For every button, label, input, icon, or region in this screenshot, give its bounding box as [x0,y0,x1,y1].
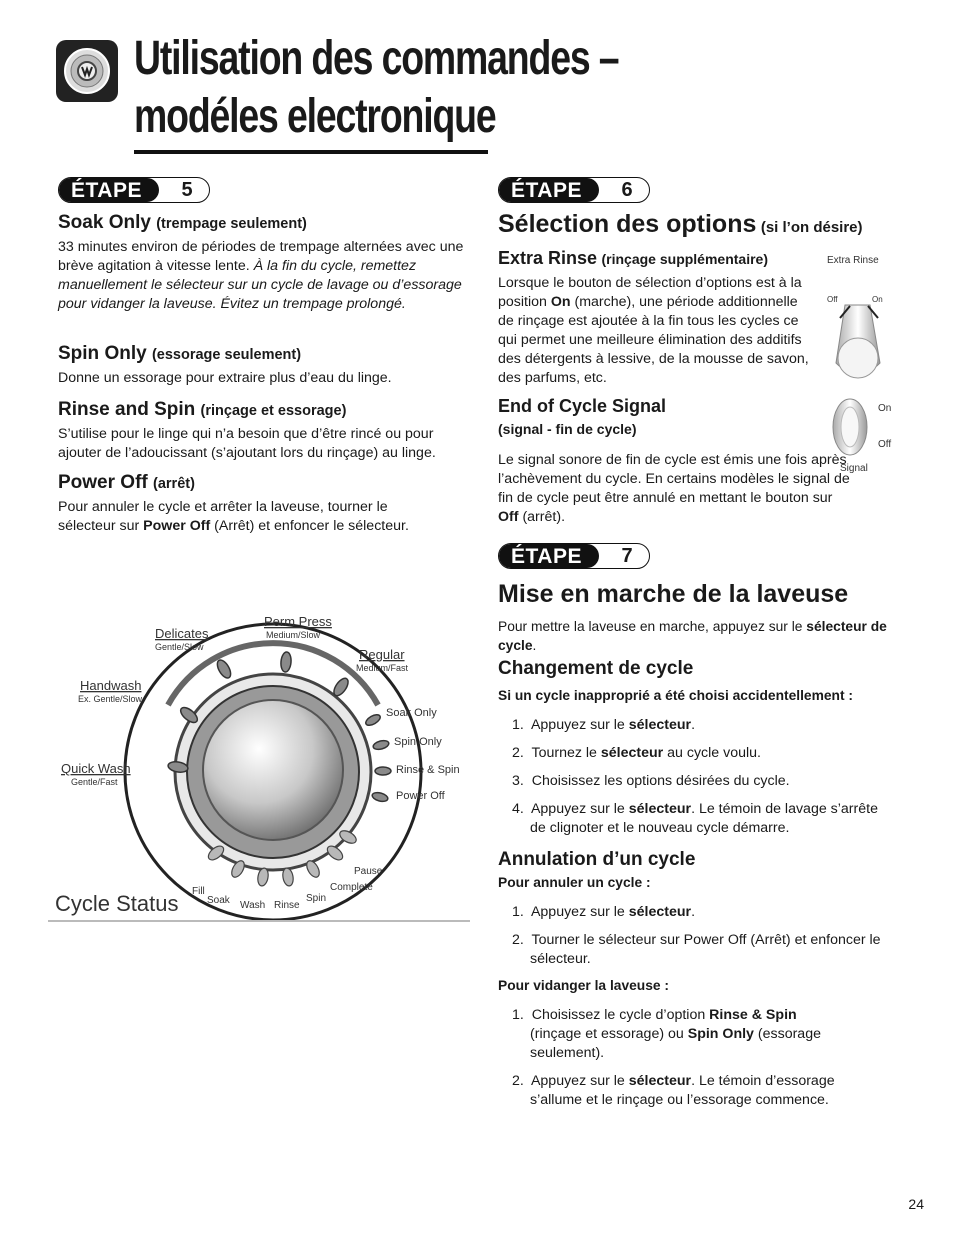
brand-logo [56,40,118,102]
options-title: Sélection des options (si l’on désire) [498,210,863,238]
list-item: 3. Choisissez les options désirées du cycle. [512,773,790,789]
dial-label-rinsespin: Rinse & Spin [396,764,460,776]
list-item: 1. Choisissez le cycle d’option Rinse & Spin (rinçage et essorage) ou Spin Only (essorage seulement). [512,1007,821,1061]
cancel-cycle-lead: Pour annuler un cycle : [498,875,651,890]
list-item: 4. Appuyez sur le sélecteur. Le témoin de lavage s’arrête de clignoter et le nouveau cycle démarre. [512,801,878,836]
page-number: 24 [908,1196,924,1212]
change-cycle-heading: Changement de cycle [498,658,694,679]
step-7-label: ÉTAPE [499,544,599,568]
status-wash: Wash [240,900,266,911]
dial-sub-handwash: Ex. Gentle/Slow [78,694,143,704]
start-washer-text: Pour mettre la laveuse en marche, appuyez sur le sélecteur de cycle. [498,619,887,653]
status-pause: Pause [354,866,383,877]
rinse-spin-section [58,399,468,463]
end-signal-text: Le signal sonore de fin de cycle est émis une fois après l’achèvement du cycle. En certains modèles le signal de fin de cycle peut être annulé en mettant le bouton sur Off (arrêt). [498,452,850,525]
status-spin: Spin [306,893,327,904]
dial-label-soakonly: Soak Only [386,707,437,719]
extra-rinse-text: Lorsque le bouton de sélection d’options est à la position On (marche), une période additionnelle de rinçage est ajoutée à la fin tous les cycles ce qui permet une meilleure élimination des additifs des détergents à lessive, de la mousse de savon, des parfums, etc. [498,275,809,386]
page-title [134,30,618,146]
extra-rinse-section: Extra Rinse (rinçage supplémentaire) Lorsque le bouton de sélection d’options est à la position On (marche), une période additionnelle de rinçage est ajoutée à la fin tous les cycles ce qui permet une meilleure élimination des additifs des détergents à lessive, de la mousse de savon, des parfums, etc. [498,248,818,388]
soak-only-section [58,212,468,314]
change-cycle-lead: Si un cycle inapproprié a été choisi accidentellement : [498,688,854,703]
list-item: 1. Appuyez sur le sélecteur. [512,717,696,733]
end-signal-subheading: (signal - fin de cycle) [498,421,637,437]
signal-knob [830,393,905,478]
change-cycle-list [498,716,893,847]
power-off-section [58,472,468,536]
cancel-cycle-heading: Annulation d’un cycle [498,849,696,870]
cancel-cycle-list [498,903,898,978]
step-5-badge [58,177,210,203]
drain-washer-lead: Pour vidanger la laveuse : [498,978,669,993]
page-title-line1: Utilisation des commandes – [134,32,619,85]
dial-label-permpress: Perm Press [264,614,332,629]
dial-label-delicates: Delicates [155,626,209,641]
extra-rinse-knob [822,255,902,385]
spin-only-text: Donne un essorage pour extraire plus d’eau du linge. [58,370,392,386]
step-7-badge [498,543,650,569]
extra-rinse-knob-on: On [872,295,883,304]
dial-sub-quickwash: Gentle/Fast [71,777,118,787]
rinse-spin-text: S’utilise pour le linge qui n’a besoin que d’être rincé ou pour ajouter de l’adoucissant (s’ajoutant lors du rinçage) au linge. [58,426,436,461]
dial-label-poweroff: Power Off [396,790,445,802]
page-title-line2: modéles electronique [134,90,496,143]
end-signal-heading: End of Cycle Signal [498,396,667,416]
extra-rinse-knob-off: Off [827,295,838,304]
end-signal-section [498,396,828,437]
power-off-text: Pour annuler le cycle et arrêter la laveuse, tourner le sélecteur sur Power Off (Arrêt) et enfoncer le sélecteur. [58,499,409,534]
dial-label-quickwash: Quick Wash [61,761,131,776]
list-item: 2. Tourner le sélecteur sur Power Off (Arrêt) et enfoncer le sélecteur. [512,932,881,967]
rinse-spin-heading: Rinse and Spin (rinçage et essorage) [58,399,347,420]
status-soak: Soak [207,895,230,906]
step-7-number: 7 [621,545,633,567]
list-item: 1. Appuyez sur le sélecteur. [512,904,696,920]
dial-sub-delicates: Gentle/Slow [155,642,204,652]
dial-label-regular: Regular [359,647,405,662]
start-washer-title: Mise en marche de la laveuse [498,580,849,608]
step-6-number: 6 [621,179,633,201]
dial-label-spinonly: Spin Only [394,736,442,748]
step-5-label: ÉTAPE [59,178,159,202]
signal-knob-on: On [878,403,892,414]
spin-only-section [58,343,468,388]
dial-sub-regular: Medium/Fast [356,663,409,673]
step-6-badge [498,177,650,203]
signal-knob-off: Off [878,439,892,450]
cycle-status-title: Cycle Status [55,891,179,916]
dial-sub-permpress: Medium/Slow [266,630,321,640]
dial-label-handwash: Handwash [80,678,142,693]
spin-only-heading: Spin Only (essorage seulement) [58,343,302,364]
step-5-number: 5 [181,179,193,201]
status-complete: Complete [330,882,373,893]
signal-knob-title: Signal [840,463,868,474]
step-6-label: ÉTAPE [499,178,599,202]
list-item: 2. Tournez le sélecteur au cycle voulu. [512,745,761,761]
drain-washer-list [498,1006,843,1119]
soak-only-text: 33 minutes environ de périodes de trempage alternées avec une brève agitation à vitesse lente. À la fin du cycle, remettez manuellement le sélecteur sur un cycle de lavage ou d’essorage pour vidanger la laveuse. Évitez un trempage prolongé. [58,239,464,312]
cycle-dial-illustration [48,605,470,923]
soak-only-heading: Soak Only (trempage seulement) [58,212,307,233]
extra-rinse-knob-title: Extra Rinse [827,255,879,266]
title-underline [134,150,488,154]
status-rinse: Rinse [274,900,300,911]
power-off-heading: Power Off (arrêt) [58,472,195,493]
status-fill: Fill [192,886,205,897]
list-item: 2. Appuyez sur le sélecteur. Le témoin d’essorage s’allume et le rinçage ou l’essorage commence. [512,1073,835,1108]
